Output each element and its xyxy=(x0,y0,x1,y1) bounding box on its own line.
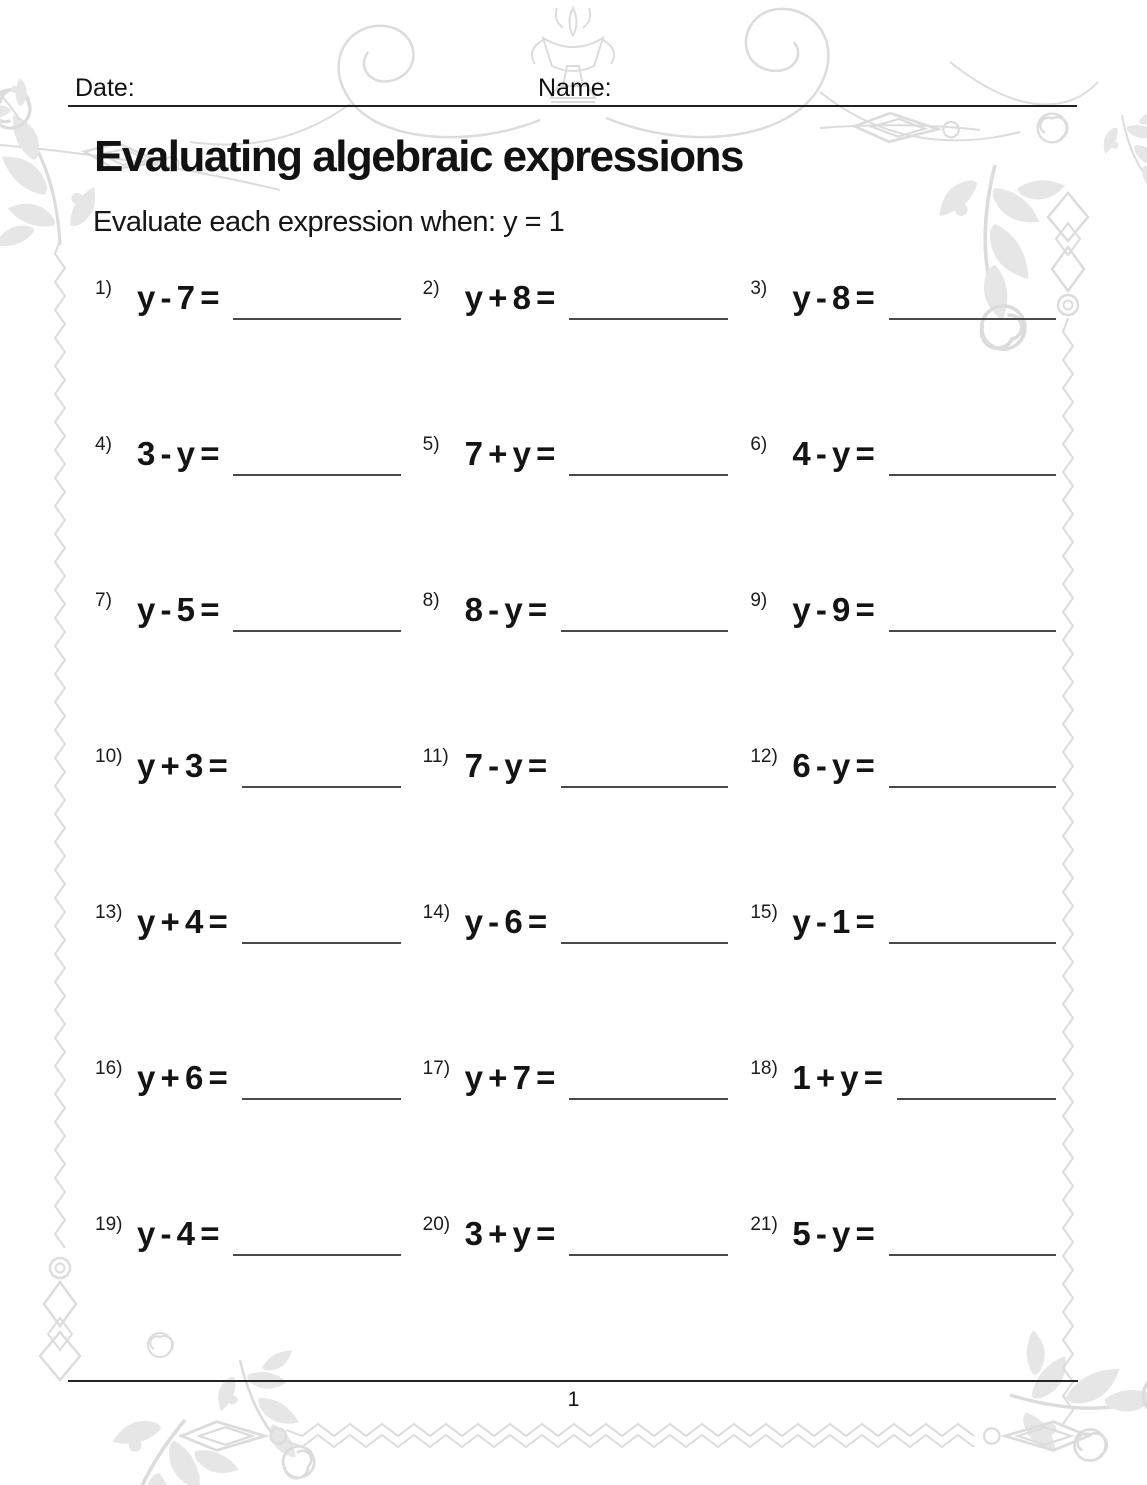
answer-blank-line[interactable] xyxy=(242,942,401,944)
problem-number: 20) xyxy=(422,1214,451,1235)
problem-expression: y - 7 = xyxy=(137,279,220,316)
problems-grid xyxy=(95,258,1078,1350)
problem-item xyxy=(423,1194,751,1250)
problem-expression: 5 - y = xyxy=(792,1215,875,1252)
answer-blank-line[interactable] xyxy=(569,1254,728,1256)
problem-item xyxy=(95,882,423,938)
date-label: Date: xyxy=(75,74,135,102)
problem-expression: 6 - y = xyxy=(792,747,875,784)
problem-number: 14) xyxy=(422,902,451,923)
problem-expression: y - 4 = xyxy=(137,1215,220,1252)
problem-expression: y - 8 = xyxy=(792,279,875,316)
page-number: 1 xyxy=(567,1388,580,1411)
problem-expression: 7 - y = xyxy=(464,747,548,784)
answer-blank-line[interactable] xyxy=(233,630,400,632)
problem-expression: y + 4 = xyxy=(137,903,228,940)
problem-item xyxy=(750,882,1078,938)
answer-blank-line[interactable] xyxy=(561,630,728,632)
problem-expression: 3 - y = xyxy=(137,435,220,472)
answer-blank-line[interactable] xyxy=(889,1254,1056,1256)
problem-expression: y + 3 = xyxy=(137,747,228,784)
problem-item xyxy=(750,414,1078,470)
problem-item xyxy=(95,258,423,314)
problem-expression: 1 + y = xyxy=(792,1059,884,1096)
answer-blank-line[interactable] xyxy=(233,1254,400,1256)
problem-number: 2) xyxy=(422,278,440,299)
date-name-writein-line[interactable] xyxy=(68,105,1077,107)
answer-blank-line[interactable] xyxy=(889,318,1056,320)
problem-expression: y - 9 = xyxy=(792,591,875,628)
problem-item xyxy=(750,1038,1078,1094)
problem-item xyxy=(95,1194,423,1250)
problem-number: 16) xyxy=(95,1058,123,1079)
problem-number: 9) xyxy=(750,590,768,611)
problem-item xyxy=(750,726,1078,782)
problem-item xyxy=(423,570,751,626)
problem-expression: y - 6 = xyxy=(464,903,548,940)
problem-expression: y - 5 = xyxy=(137,591,220,628)
answer-blank-line[interactable] xyxy=(569,1098,728,1100)
problem-expression: 4 - y = xyxy=(792,435,875,472)
problem-number: 6) xyxy=(750,434,768,455)
problem-item xyxy=(750,258,1078,314)
name-label: Name: xyxy=(538,74,612,102)
answer-blank-line[interactable] xyxy=(569,318,728,320)
problem-number: 3) xyxy=(750,278,768,299)
problem-expression: 8 - y = xyxy=(464,591,548,628)
problem-expression: 7 + y = xyxy=(464,435,556,472)
problem-number: 21) xyxy=(750,1214,778,1235)
footer-divider xyxy=(68,1380,1078,1382)
problem-expression: y + 6 = xyxy=(137,1059,228,1096)
problem-number: 1) xyxy=(95,278,112,299)
problem-number: 8) xyxy=(422,590,440,611)
problem-number: 10) xyxy=(95,746,123,767)
problem-number: 13) xyxy=(95,902,123,923)
instruction-text: Evaluate each expression when: y = 1 xyxy=(93,206,565,238)
answer-blank-line[interactable] xyxy=(889,474,1056,476)
problem-item xyxy=(423,882,751,938)
answer-blank-line[interactable] xyxy=(561,786,728,788)
problem-number: 5) xyxy=(422,434,440,455)
problem-number: 11) xyxy=(422,746,449,767)
problem-item xyxy=(95,414,423,470)
answer-blank-line[interactable] xyxy=(233,474,400,476)
problem-number: 4) xyxy=(95,434,112,455)
problem-item xyxy=(750,570,1078,626)
problem-number: 17) xyxy=(422,1058,451,1079)
answer-blank-line[interactable] xyxy=(561,942,728,944)
page-title: Evaluating algebraic expressions xyxy=(94,132,743,181)
problem-number: 18) xyxy=(750,1058,778,1079)
problem-item xyxy=(95,726,423,782)
answer-blank-line[interactable] xyxy=(889,630,1056,632)
problem-item xyxy=(423,726,751,782)
problem-number: 7) xyxy=(95,590,112,611)
problem-expression: y + 8 = xyxy=(464,279,556,316)
problem-item xyxy=(423,258,751,314)
answer-blank-line[interactable] xyxy=(569,474,728,476)
problem-expression: 3 + y = xyxy=(464,1215,556,1252)
problem-item xyxy=(750,1194,1078,1250)
problem-item xyxy=(95,570,423,626)
problem-number: 15) xyxy=(750,902,778,923)
answer-blank-line[interactable] xyxy=(242,786,401,788)
problem-item xyxy=(423,414,751,470)
answer-blank-line[interactable] xyxy=(233,318,400,320)
problem-expression: y - 1 = xyxy=(792,903,875,940)
answer-blank-line[interactable] xyxy=(889,942,1056,944)
answer-blank-line[interactable] xyxy=(889,786,1056,788)
answer-blank-line[interactable] xyxy=(242,1098,401,1100)
problem-expression: y + 7 = xyxy=(464,1059,556,1096)
problem-number: 12) xyxy=(750,746,778,767)
answer-blank-line[interactable] xyxy=(897,1098,1056,1100)
problem-item xyxy=(423,1038,751,1094)
problem-item xyxy=(95,1038,423,1094)
problem-number: 19) xyxy=(95,1214,123,1235)
